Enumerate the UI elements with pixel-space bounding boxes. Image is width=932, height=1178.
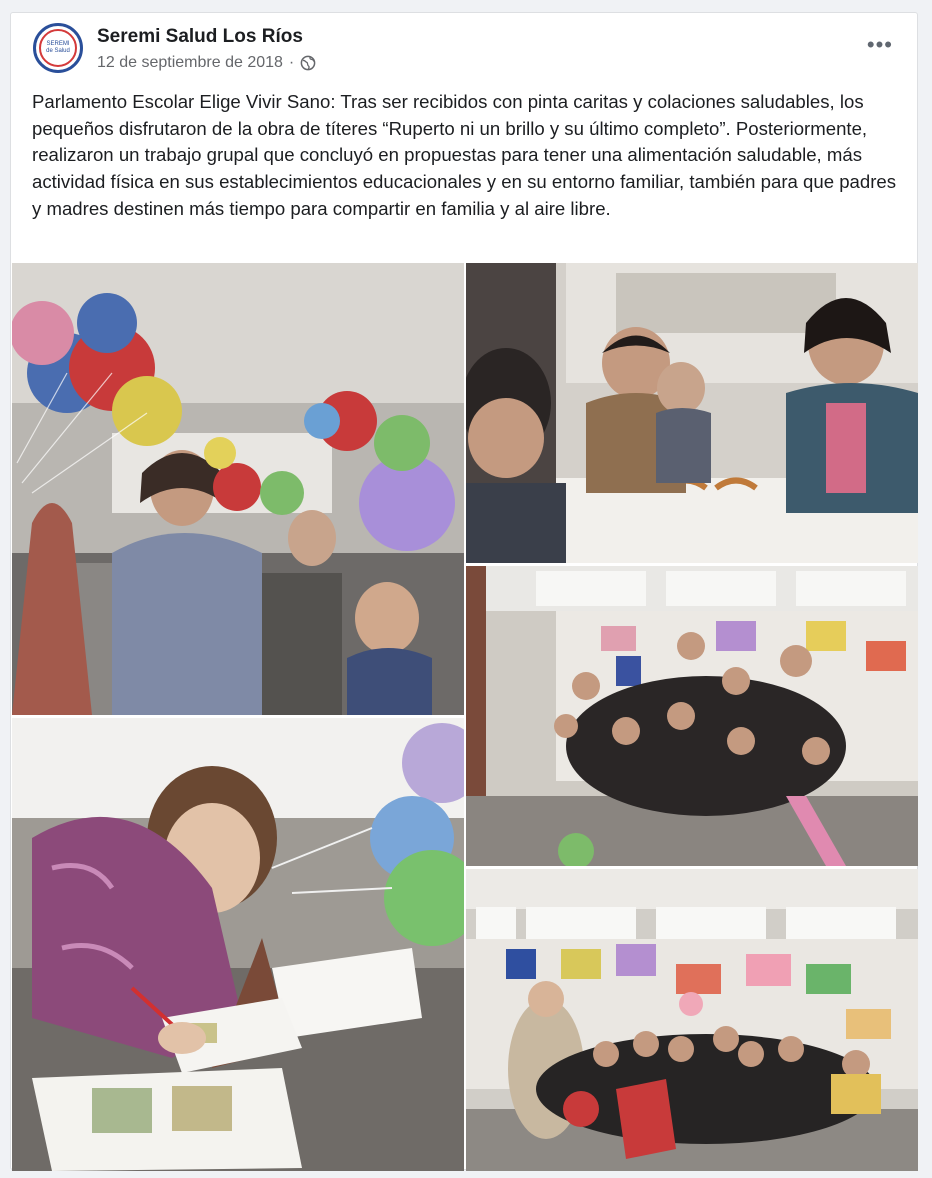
photo-group-classroom[interactable] <box>466 566 918 866</box>
post-meta <box>97 54 316 72</box>
photo-girl-drawing[interactable] <box>12 718 464 1171</box>
meta-separator: · <box>288 54 295 71</box>
avatar-logo-line-1: SEREMI <box>46 41 70 47</box>
avatar-logo <box>39 29 77 67</box>
photo-group-wall[interactable] <box>466 869 918 1171</box>
post-card <box>10 12 918 1170</box>
more-options-button[interactable]: ••• <box>866 32 893 57</box>
post-date[interactable]: 12 de septiembre de 2018 <box>97 54 283 71</box>
avatar-logo-line-2: de Salud <box>46 48 70 54</box>
globe-icon <box>300 55 316 71</box>
photo-bus-balloons[interactable] <box>12 263 464 715</box>
photo-table-activity[interactable] <box>466 263 918 563</box>
post-text: Parlamento Escolar Elige Vivir Sano: Tras ser recibidos con pinta caritas y colaciones saludables, los pequeños disfrutaron de la obra de títeres “Ruperto ni un brillo y su último completo”. Posteriormente, realizaron un trabajo grupal que concluyó en propuestas para tener una alimentación saludable, más actividad física en sus establecimientos educacionales y en su entorno familiar, también para que padres y madres destinen más tiempo para compartir en familia y al aire libre. <box>32 91 897 219</box>
page-name-link[interactable]: Seremi Salud Los Ríos <box>97 26 303 47</box>
page-avatar[interactable] <box>33 23 83 73</box>
